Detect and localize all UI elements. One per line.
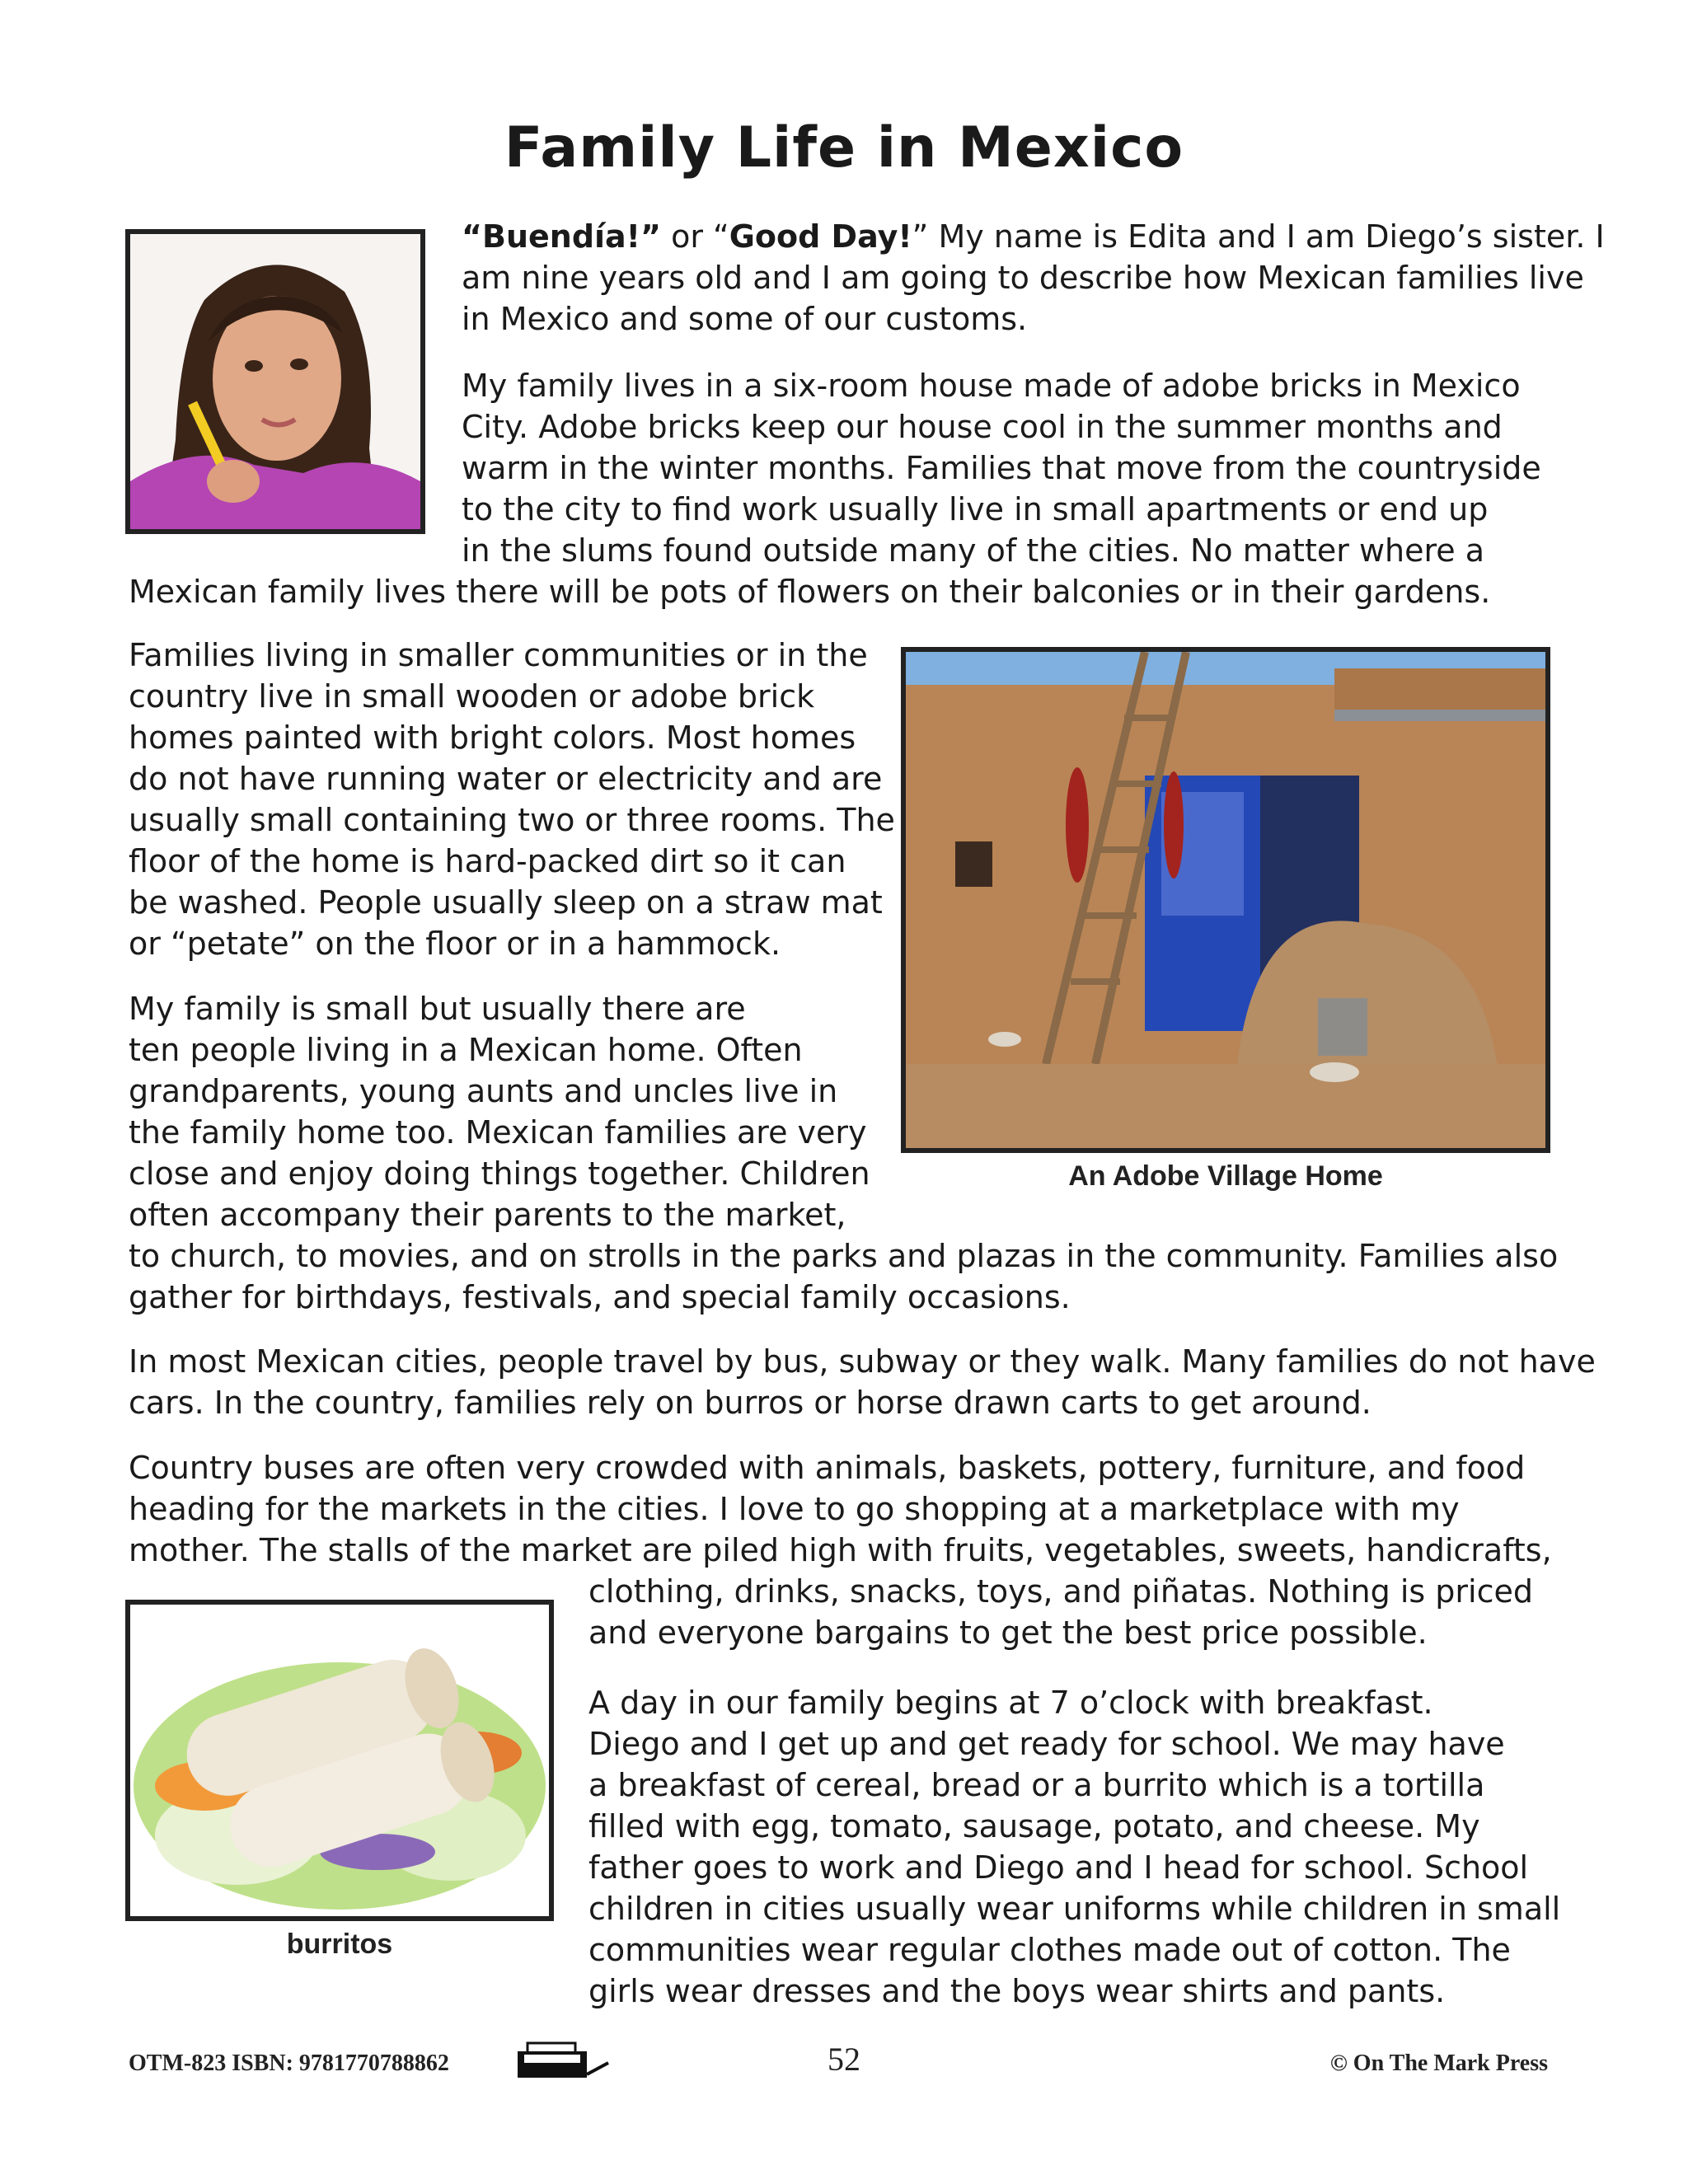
girl-photo-image: [130, 234, 420, 529]
day-line: girls wear dresses and the boys wear shirts and pants.: [588, 1973, 1446, 2009]
intro-or: or “: [661, 218, 729, 255]
day-paragraph: [588, 1682, 1560, 2012]
footer-isbn: OTM-823 ISBN: 9781770788862: [129, 2050, 449, 2076]
travel-paragraph: [129, 1341, 1596, 1423]
day-line: a breakfast of cereal, bread or a burrito which is a tortilla: [588, 1767, 1485, 1803]
house-line: to the city to find work usually live in small apartments or end up: [462, 491, 1489, 527]
burritos-image: [130, 1605, 549, 1916]
intro-line-1-rest: ” My name is Edita and I am Diego’s sister. I: [912, 218, 1605, 255]
travel-line: cars. In the country, families rely on burros or horse drawn carts to get around.: [129, 1385, 1372, 1421]
country-line: homes painted with bright colors. Most homes: [129, 719, 856, 756]
burritos-caption: burritos: [286, 1929, 393, 1960]
market-line: clothing, drinks, snacks, toys, and piñatas. Nothing is priced: [588, 1573, 1533, 1610]
market-line: and everyone bargains to get the best price possible.: [588, 1615, 1428, 1651]
intro-line-2: am nine years old and I am going to describe how Mexican families live: [462, 260, 1584, 296]
day-line: Diego and I get up and get ready for school. We may have: [588, 1726, 1505, 1762]
country-line: be washed. People usually sleep on a straw mat: [129, 884, 883, 921]
girl-photo: [125, 229, 425, 534]
market-line: Country buses are often very crowded with animals, baskets, pottery, furniture, and food: [129, 1450, 1526, 1486]
family-line: to church, to movies, and on strolls in the parks and plazas in the community. Families also: [129, 1238, 1559, 1274]
house-line-wide: Mexican family lives there will be pots of flowers on their balconies or in their gardens.: [129, 574, 1491, 610]
day-line: communities wear regular clothes made out of cotton. The: [588, 1932, 1511, 1968]
family-line: ten people living in a Mexican home. Often: [129, 1032, 803, 1068]
country-line: do not have running water or electricity and are: [129, 761, 883, 797]
page-title: Family Life in Mexico: [504, 115, 1184, 180]
burritos-photo: [125, 1600, 554, 1921]
market-line: heading for the markets in the cities. I love to go shopping at a marketplace with my: [129, 1491, 1460, 1527]
country-line: or “petate” on the floor or in a hammock.: [129, 926, 781, 962]
house-line: in the slums found outside many of the cities. No matter where a: [462, 532, 1485, 569]
day-line: A day in our family begins at 7 o’clock with breakfast.: [588, 1685, 1433, 1721]
house-line: City. Adobe bricks keep our house cool in the summer months and: [462, 409, 1503, 445]
intro-paragraph: [462, 216, 1605, 340]
adobe-home-caption: An Adobe Village Home: [1068, 1160, 1383, 1192]
house-line: My family lives in a six-room house made of adobe bricks in Mexico: [462, 368, 1521, 404]
country-line: Families living in smaller communities or in the: [129, 637, 868, 673]
country-line: floor of the home is hard-packed dirt so it can: [129, 843, 846, 879]
intro-line-1: [462, 216, 1605, 257]
family-line: close and enjoy doing things together. Children: [129, 1155, 870, 1192]
greeting-good-day: Good Day!: [729, 218, 912, 255]
printer-icon: [516, 2041, 610, 2081]
country-line: country live in small wooden or adobe brick: [129, 678, 815, 715]
intro-line-3: in Mexico and some of our customs.: [462, 301, 1028, 337]
day-line: father goes to work and Diego and I head for school. School: [588, 1849, 1529, 1886]
house-paragraph: [129, 365, 1541, 612]
greeting-buendia: “Buendía!”: [462, 218, 661, 255]
family-line: grandparents, young aunts and uncles live in: [129, 1073, 838, 1109]
country-paragraph: [129, 635, 895, 964]
market-line: mother. The stalls of the market are piled high with fruits, vegetables, sweets, handicrafts,: [129, 1532, 1552, 1568]
travel-line: In most Mexican cities, people travel by bus, subway or they walk. Many families do not have: [129, 1343, 1596, 1380]
family-paragraph: [129, 988, 1558, 1318]
family-line: gather for birthdays, festivals, and special family occasions.: [129, 1279, 1071, 1315]
footer-copyright: © On The Mark Press: [1329, 2050, 1548, 2076]
family-line: often accompany their parents to the market,: [129, 1197, 846, 1233]
house-line: warm in the winter months. Families that move from the countryside: [462, 450, 1541, 486]
family-line: the family home too. Mexican families are very: [129, 1114, 867, 1151]
country-line: usually small containing two or three rooms. The: [129, 802, 895, 838]
day-line: children in cities usually wear uniforms while children in small: [588, 1891, 1561, 1927]
day-line: filled with egg, tomato, sausage, potato, and cheese. My: [588, 1808, 1480, 1844]
family-line: My family is small but usually there are: [129, 991, 746, 1027]
page-number: 52: [828, 2041, 860, 2078]
